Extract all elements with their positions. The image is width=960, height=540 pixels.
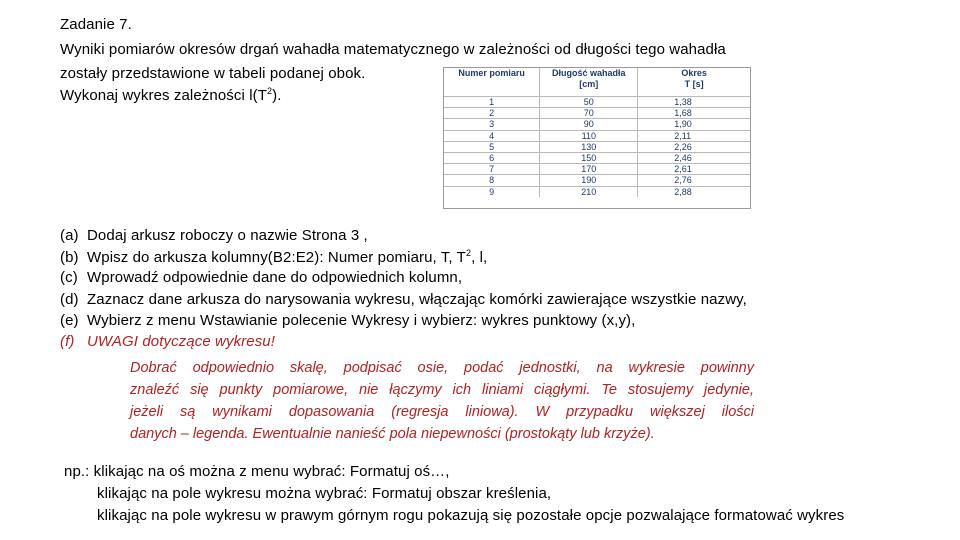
step-c	[60, 268, 462, 288]
tip-line-3: klikając na pole wykresu w prawym górnym rogu pokazują się pozostałe opcje pozwalające formatować wykres	[97, 507, 845, 524]
header-period	[638, 68, 750, 97]
cell-period: 2,88	[638, 186, 750, 197]
task-title: Zadanie 7.	[60, 16, 132, 33]
step-d-text: Zaznacz dane arkusza do narysowania wykresu, włączając komórki zawierające wszystkie nazwy,	[87, 291, 747, 308]
table-row	[444, 186, 750, 197]
cell-period: 1,38	[638, 97, 750, 108]
step-e-label: (e)	[60, 312, 79, 329]
step-f-text: UWAGI dotyczące wykresu!	[87, 333, 276, 350]
cell-length: 170	[540, 164, 638, 175]
cell-period: 2,11	[638, 130, 750, 141]
step-f-label: (f)	[60, 333, 75, 350]
step-b-end: , l,	[471, 249, 488, 266]
intro-line-3	[60, 86, 281, 106]
cell-length: 90	[540, 119, 638, 130]
step-b-superscript: 2	[465, 248, 472, 258]
note-line-2: znaleźć się punkty pomiarowe, nie łączymy ich liniami ciągłymi. Te stosujemy jedynie,	[130, 382, 754, 398]
intro-line-2: zostały przedstawione w tabeli podanej obok.	[60, 65, 366, 82]
cell-period: 1,90	[638, 119, 750, 130]
note-line-4: danych – legenda. Ewentualnie nanieść pola niepewności (prostokąty lub krzyże).	[130, 426, 655, 442]
header-period-title: Okres	[681, 68, 707, 78]
table-row	[444, 130, 750, 141]
cell-number: 4	[444, 130, 540, 141]
table-row	[444, 153, 750, 164]
step-a-label: (a)	[60, 227, 79, 244]
step-d-label: (d)	[60, 291, 79, 308]
step-b	[60, 248, 487, 268]
cell-number: 6	[444, 153, 540, 164]
note-line-1: Dobrać odpowiednio skalę, podpisać osie, podać jednostki, na wykresie powinny	[130, 360, 754, 376]
table-row	[444, 108, 750, 119]
header-length	[540, 68, 638, 97]
intro-line-3-text: Wykonaj wykres zależności l(T	[60, 87, 267, 104]
cell-number: 2	[444, 108, 540, 119]
header-length-unit: [cm]	[579, 78, 599, 89]
cell-number: 5	[444, 141, 540, 152]
step-b-label: (b)	[60, 249, 79, 266]
cell-period: 2,76	[638, 175, 750, 186]
header-length-title: Długość wahadła	[552, 68, 626, 78]
cell-number: 9	[444, 186, 540, 197]
step-f	[60, 332, 275, 352]
tip-line-2: klikając na pole wykresu można wybrać: Formatuj obszar kreślenia,	[97, 485, 552, 502]
cell-length: 150	[540, 153, 638, 164]
cell-length: 210	[540, 186, 638, 197]
step-a-text: Dodaj arkusz roboczy o nazwie Strona 3 ,	[87, 227, 368, 244]
tip-line-1: np.: klikając na oś można z menu wybrać: Formatuj oś…,	[64, 463, 450, 480]
intro-line-3-superscript: 2	[266, 86, 273, 96]
cell-period: 2,46	[638, 153, 750, 164]
table-row	[444, 141, 750, 152]
cell-number: 8	[444, 175, 540, 186]
step-e-text: Wybierz z menu Wstawianie polecenie Wykresy i wybierz: wykres punktowy (x,y),	[87, 312, 636, 329]
table-row	[444, 97, 750, 108]
header-period-unit: T [s]	[684, 78, 704, 89]
step-c-text: Wprowadź odpowiednie dane do odpowiednich kolumn,	[87, 269, 463, 286]
cell-length: 130	[540, 141, 638, 152]
intro-line-1: Wyniki pomiarów okresów drgań wahadła matematycznego w zależności od długości tego wahadła	[60, 41, 726, 58]
step-a	[60, 226, 368, 246]
step-c-label: (c)	[60, 269, 78, 286]
step-b-text: Wpisz do arkusza kolumny(B2:E2): Numer pomiaru, T, T	[87, 249, 466, 266]
cell-length: 190	[540, 175, 638, 186]
cell-length: 50	[540, 97, 638, 108]
cell-length: 110	[540, 130, 638, 141]
cell-number: 3	[444, 119, 540, 130]
cell-period: 2,61	[638, 164, 750, 175]
table-row	[444, 164, 750, 175]
measurement-table	[443, 67, 751, 209]
step-e	[60, 311, 635, 331]
cell-number: 1	[444, 97, 540, 108]
cell-period: 2,26	[638, 141, 750, 152]
table-row	[444, 119, 750, 130]
note-line-3: jeżeli są wynikami dopasowania (regresja liniowa). W przypadku większej ilości	[130, 404, 754, 420]
step-d	[60, 290, 747, 310]
cell-length: 70	[540, 108, 638, 119]
cell-period: 1,68	[638, 108, 750, 119]
intro-line-3-end: ).	[272, 87, 282, 104]
cell-number: 7	[444, 164, 540, 175]
header-measurement-number: Numer pomiaru	[458, 68, 525, 78]
table-row	[444, 175, 750, 186]
